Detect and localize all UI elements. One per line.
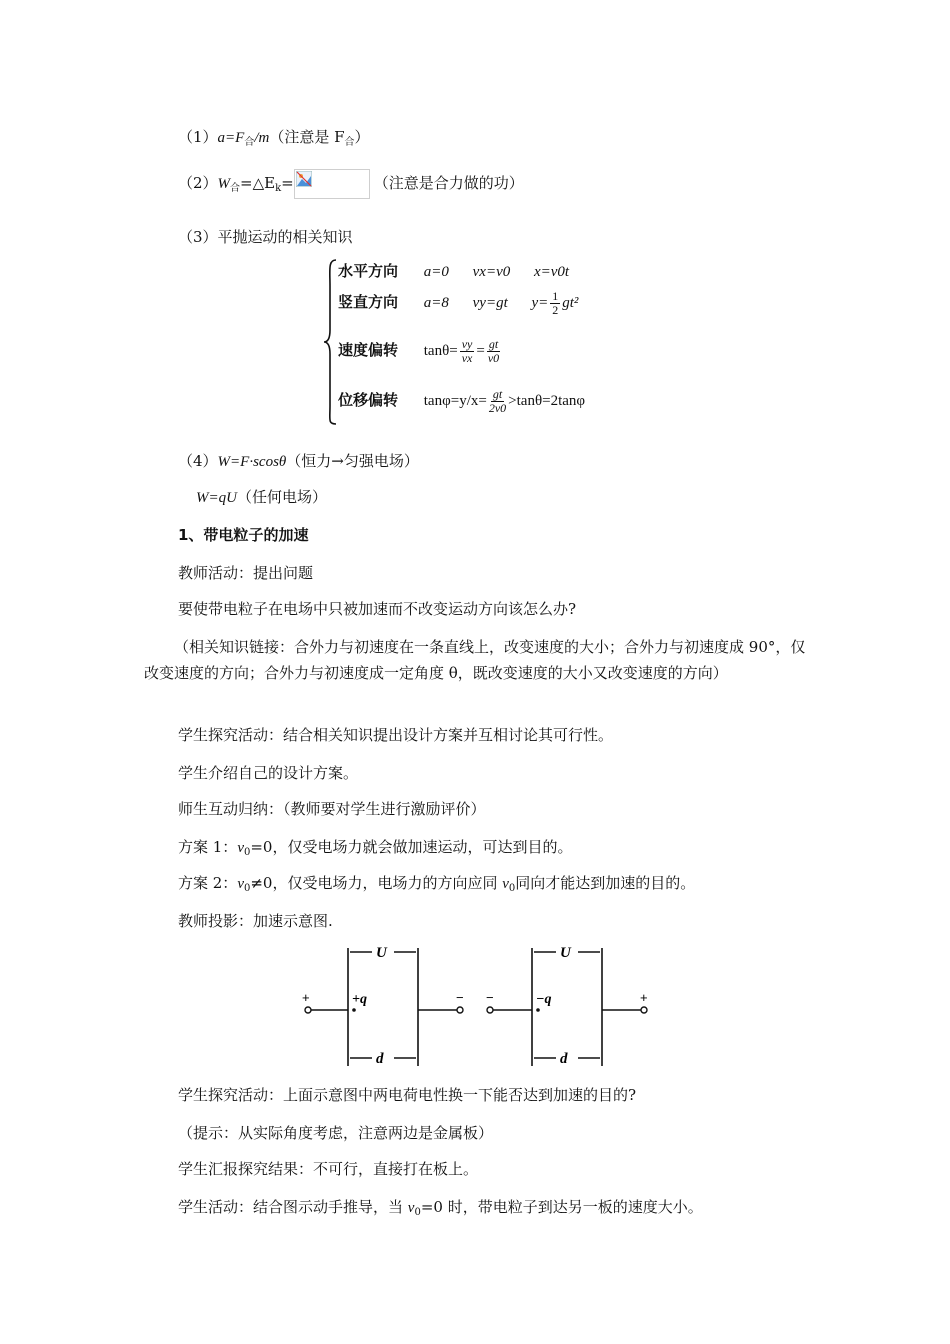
charge-dot bbox=[352, 1008, 356, 1012]
broken-image-icon bbox=[294, 169, 370, 199]
terminal-right bbox=[641, 1007, 647, 1013]
fraction: $\frac{vy}{vx}$ bbox=[461, 337, 473, 365]
note-text: （注意是合力做的功） bbox=[373, 174, 524, 192]
note-text: （任何电场） bbox=[236, 488, 327, 506]
sign-label: − bbox=[486, 990, 494, 1005]
charge-dot bbox=[536, 1008, 540, 1012]
paragraph: 学生探究活动：结合相关知识提出设计方案并互相讨论其可行性。 bbox=[178, 726, 614, 744]
acceleration-diagram bbox=[296, 940, 656, 1070]
terminal-left bbox=[487, 1007, 493, 1013]
distance-label: d bbox=[376, 1051, 384, 1067]
paragraph: 教师活动：提出问题 bbox=[178, 564, 314, 582]
projectile-formula-block bbox=[322, 256, 682, 428]
formula-text: =△E bbox=[240, 174, 276, 192]
formula-line-4 bbox=[178, 450, 419, 473]
row-formula: >tanθ=2tanφ bbox=[508, 392, 586, 409]
distance-label: d bbox=[560, 1051, 568, 1067]
paragraph: 学生汇报探究结果：不可行，直接打在板上。 bbox=[178, 1160, 479, 1178]
bracket-row-velocity-deflection: 速度偏转 tanθ= $\frac{vy}{vx}$ = $\frac{gt}{v0}$ bbox=[338, 337, 500, 365]
paragraph: 要使带电粒子在电场中只被加速而不改变运动方向该怎么办? bbox=[178, 600, 577, 618]
bracket-row-vertical bbox=[338, 290, 578, 317]
left-capacitor bbox=[310, 948, 458, 1066]
subscript: 合 bbox=[244, 137, 255, 148]
row-formula: a=0 bbox=[423, 264, 449, 280]
charge-label: +q bbox=[352, 992, 367, 1007]
bracket-row-displacement-deflection bbox=[338, 388, 585, 415]
section-heading: 1、带电粒子的加速 bbox=[178, 526, 309, 544]
formula-text: /m bbox=[254, 130, 270, 146]
formula-line-2 bbox=[178, 166, 524, 206]
formula-text: a=F bbox=[217, 130, 245, 146]
note-text: ） bbox=[354, 128, 370, 146]
right-capacitor bbox=[492, 948, 642, 1066]
bracket-row-horizontal bbox=[338, 260, 589, 281]
subscript: 合 bbox=[230, 183, 241, 194]
paragraph-knowledge-link: （相关知识链接：合外力与初速度在一条直线上，改变速度的大小；合外力与初速度成 90°，仅改变速度的方向；合外力与初速度成一定角度 θ，既改变速度的大小又改变速度的方向） bbox=[144, 638, 806, 682]
paragraph-plan-2: 方案 2：$v_0\ne 0$，仅受电场力，电场力的方向应同 $v_0$同向才能达到加速的目的。 bbox=[178, 874, 696, 894]
row-term: 水平方向 bbox=[338, 262, 399, 280]
row-term: 竖直方向 bbox=[338, 292, 399, 311]
formula-line-5 bbox=[196, 486, 327, 509]
subscript: 合 bbox=[344, 137, 355, 148]
row-formula: y= bbox=[531, 294, 549, 311]
formula-text: W bbox=[217, 176, 231, 192]
paragraph: 教师投影：加速示意图. bbox=[178, 912, 333, 930]
row-formula: tanθ= bbox=[423, 342, 458, 359]
fraction: $\frac{gt}{2v0}$ bbox=[488, 387, 507, 415]
row-formula: x=v0t bbox=[533, 264, 570, 280]
fraction: $\frac{1}{2}$ bbox=[552, 289, 559, 317]
voltage-label: U bbox=[376, 945, 387, 961]
row-formula: gt² bbox=[562, 294, 579, 311]
row-formula: vy=gt bbox=[472, 294, 508, 311]
terminal-right bbox=[457, 1007, 463, 1013]
formula-line-1 bbox=[178, 126, 370, 154]
formula-text: W=F·scosθ bbox=[217, 454, 287, 470]
item-number: （2） bbox=[178, 174, 218, 192]
paragraph: 学生活动：结合图示动手推导，当 $v_0=0$ 时，带电粒子到达另一板的速度大小。 bbox=[178, 1198, 703, 1218]
fraction: $\frac{gt}{v0}$ bbox=[487, 337, 500, 365]
charge-label: −q bbox=[536, 992, 552, 1007]
paragraph: 学生介绍自己的设计方案。 bbox=[178, 764, 359, 782]
row-term: 位移偏转 bbox=[338, 390, 399, 409]
item-number: （4） bbox=[178, 452, 218, 470]
sign-label: − bbox=[456, 990, 464, 1005]
sign-label: + bbox=[302, 990, 310, 1005]
subscript: k bbox=[275, 183, 282, 194]
row-formula: tanφ=y/x= bbox=[423, 392, 487, 409]
note-text: （恒力→匀强电场） bbox=[286, 452, 419, 470]
row-term: 速度偏转 bbox=[338, 340, 399, 359]
paragraph: （提示：从实际角度考虑，注意两边是金属板） bbox=[178, 1124, 494, 1142]
paragraph: 师生互动归纳：（教师要对学生进行激励评价） bbox=[178, 800, 486, 818]
terminal-left bbox=[305, 1007, 311, 1013]
voltage-label: U bbox=[560, 945, 571, 961]
item-number: （1） bbox=[178, 128, 218, 146]
sign-label: + bbox=[640, 990, 648, 1005]
formula-text: = bbox=[281, 174, 294, 192]
row-formula: vx=v0 bbox=[472, 264, 511, 280]
formula-text: W=qU bbox=[196, 490, 237, 506]
row-formula: a=8 bbox=[423, 294, 449, 311]
paragraph: 学生探究活动：上面示意图中两电荷电性换一下能否达到加速的目的? bbox=[178, 1086, 637, 1104]
note-text: （注意是 F bbox=[269, 128, 345, 146]
paragraph-plan-1: 方案 1：$v_0=0$，仅受电场力就会做加速运动，可达到目的。 bbox=[178, 838, 573, 858]
formula-line-3: （3）平抛运动的相关知识 bbox=[178, 228, 353, 246]
